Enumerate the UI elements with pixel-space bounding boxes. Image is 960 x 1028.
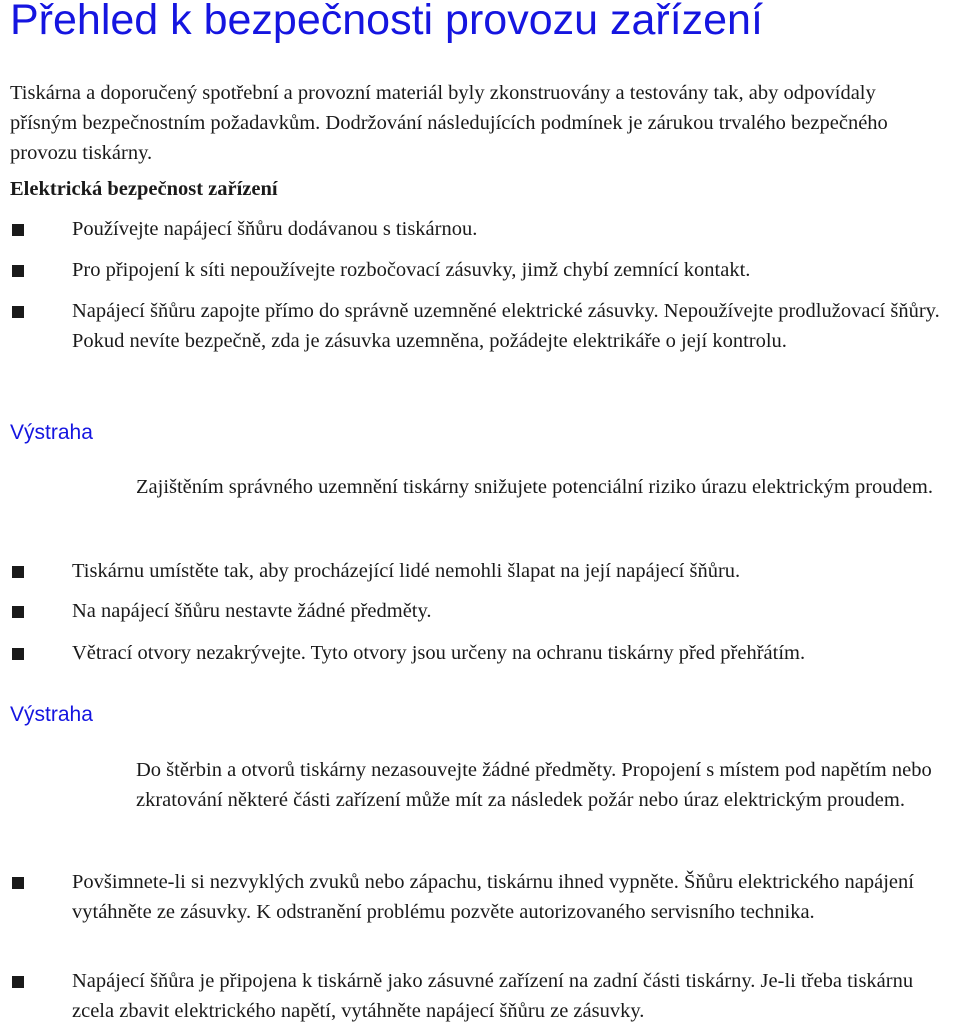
square-bullet-icon xyxy=(12,976,24,988)
list-item-text: Napájecí šňůra je připojena k tiskárně jako zásuvné zařízení na zadní části tiskárny. Je-li třeba tiskárnu zcela zbavit elektrického napětí, vytáhněte napájecí šňůru ze zásuvky. xyxy=(72,970,914,1022)
list-item-text: Používejte napájecí šňůru dodávanou s tiskárnou. xyxy=(72,218,478,240)
square-bullet-icon xyxy=(12,648,24,660)
square-bullet-icon xyxy=(12,306,24,318)
square-bullet-icon xyxy=(12,265,24,277)
list-item-text: Na napájecí šňůru nestavte žádné předměty. xyxy=(72,600,432,622)
warning-label: Výstraha xyxy=(10,703,93,726)
list-item-text: Pro připojení k síti nepoužívejte rozbočovací zásuvky, jimž chybí zemnící kontakt. xyxy=(72,259,751,281)
warning-text: Do štěrbin a otvorů tiskárny nezasouvejte žádné předměty. Propojení s místem pod napětím nebo zkratování některé části zařízení může mít za následek požár nebo úraz elektrickým proudem. xyxy=(136,759,932,811)
square-bullet-icon xyxy=(12,877,24,889)
intro-paragraph: Tiskárna a doporučený spotřební a provozní materiál byly zkonstruovány a testovány tak, aby odpovídaly přísným bezpečnostním požadavkům. Dodržování následujících podmínek je zárukou trvalého bezpečného provozu tiskárny. xyxy=(10,82,888,164)
warning-text: Zajištěním správného uzemnění tiskárny snižujete potenciální riziko úrazu elektrickým proudem. xyxy=(136,476,933,498)
square-bullet-icon xyxy=(12,606,24,618)
square-bullet-icon xyxy=(12,224,24,236)
page-title: Přehled k bezpečnosti provozu zařízení xyxy=(10,0,763,44)
warning-label: Výstraha xyxy=(10,421,93,444)
square-bullet-icon xyxy=(12,566,24,578)
section-heading: Elektrická bezpečnost zařízení xyxy=(10,178,278,200)
list-item-text: Větrací otvory nezakrývejte. Tyto otvory jsou určeny na ochranu tiskárny před přehřátím. xyxy=(72,642,806,664)
list-item-text: Povšimnete-li si nezvyklých zvuků nebo zápachu, tiskárnu ihned vypněte. Šňůru elektrického napájení vytáhněte ze zásuvky. K odstranění problému pozvěte autorizovaného servisního technika. xyxy=(72,871,914,923)
list-item-text: Tiskárnu umístěte tak, aby procházející lidé nemohli šlapat na její napájecí šňůru. xyxy=(72,560,741,582)
list-item-text: Napájecí šňůru zapojte přímo do správně uzemněné elektrické zásuvky. Nepoužívejte prodlužovací šňůry. Pokud nevíte bezpečně, zda je zásuvka uzemněna, požádejte elektrikáře o její kontrolu. xyxy=(72,300,940,352)
